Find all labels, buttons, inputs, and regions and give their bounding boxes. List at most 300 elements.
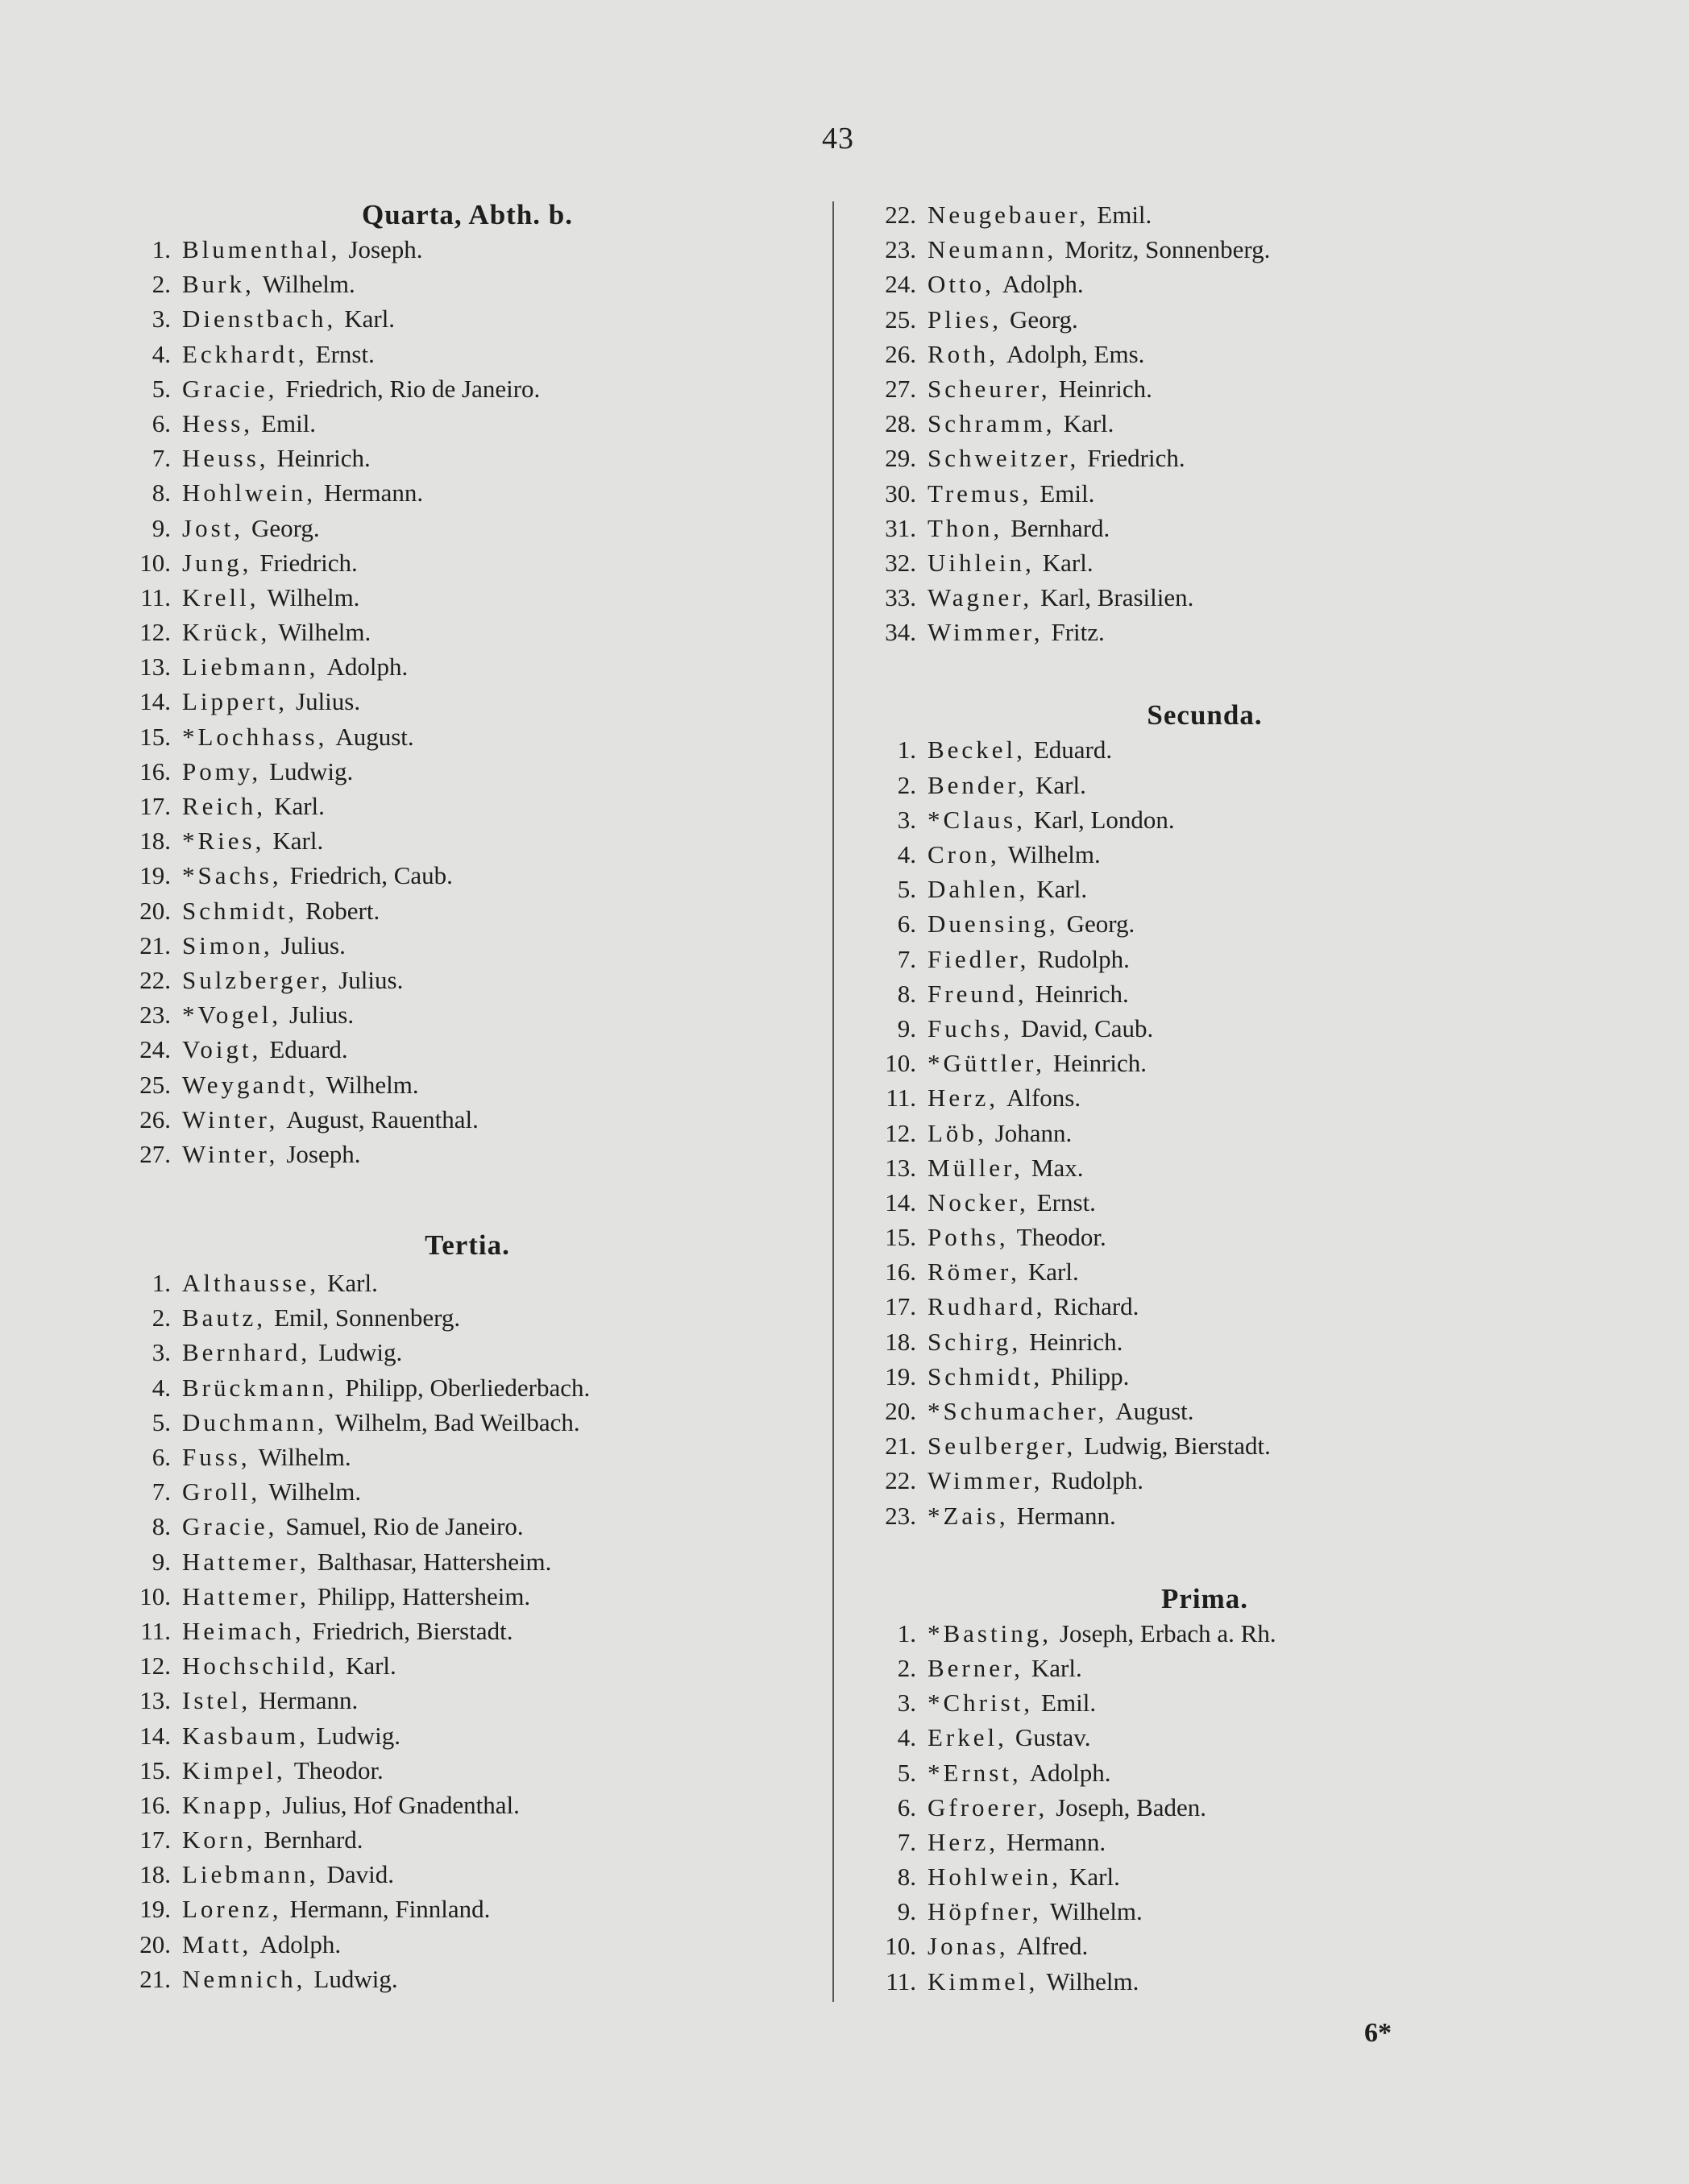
entry-details: Moritz, Sonnenberg. (1064, 235, 1271, 264)
list-item (858, 1289, 1406, 1324)
entry-number: 1. (897, 1618, 916, 1647)
list-item (113, 1753, 822, 1788)
entry-details: Adolph. (1029, 1758, 1111, 1787)
entry-details: Julius. (296, 687, 361, 716)
entry-details: Ernst. (1036, 1187, 1096, 1216)
section-title-prima: Prima. (1160, 1582, 1249, 1614)
entry-number: 27. (885, 374, 916, 403)
list-item (858, 197, 1406, 232)
entry-details: Friedrich, Rio de Janeiro. (285, 374, 541, 403)
list-item (858, 942, 1406, 976)
entry-details: Karl. (1036, 875, 1088, 904)
entry-number: 26. (885, 339, 916, 368)
entry-surname: Cron, (927, 840, 1000, 868)
entry-number: 17. (139, 792, 171, 820)
entry-details: Karl. (1069, 1863, 1120, 1892)
list-item (113, 406, 822, 441)
entry-details: Karl, London. (1033, 805, 1175, 834)
section-gap (858, 1533, 1406, 1581)
list-item (113, 1370, 822, 1405)
list-item (113, 1440, 822, 1474)
entry-number: 34. (885, 618, 916, 647)
entry-number: 26. (139, 1104, 171, 1133)
entry-details: Adolph. (259, 1929, 342, 1958)
entry-details: Wilhelm. (267, 582, 360, 611)
list-item (113, 1857, 822, 1892)
list-item (113, 1474, 822, 1509)
entry-surname: Hochschild, (182, 1651, 338, 1680)
entry-surname: Hohlwein, (927, 1863, 1062, 1892)
entry-surname: Duensing, (927, 910, 1059, 939)
entry-surname: *Christ, (927, 1689, 1034, 1718)
entry-surname: Weygandt, (182, 1070, 318, 1099)
entry-number: 16. (139, 756, 171, 785)
entry-surname: Blumenthal, (182, 235, 341, 263)
entry-details: Wilhelm. (258, 1443, 351, 1471)
entry-details: August, Rauenthal. (286, 1104, 479, 1133)
entry-number: 1. (897, 736, 916, 765)
entry-surname: Bautz, (182, 1303, 267, 1332)
entry-number: 7. (151, 1477, 171, 1506)
entry-details: Hermann. (259, 1686, 359, 1715)
entry-details: Friedrich, Caub. (289, 861, 453, 890)
entry-surname: Fuchs, (927, 1013, 1013, 1042)
entry-details: Georg. (1010, 305, 1078, 334)
entry-details: August. (1115, 1397, 1194, 1425)
entry-surname: Römer, (927, 1258, 1020, 1287)
list-item (113, 997, 822, 1032)
entry-details: Adolph, Ems. (1006, 339, 1145, 368)
entry-details: Georg. (1066, 910, 1135, 939)
entry-details: Hermann, Finnland. (289, 1895, 491, 1924)
entry-details: Karl, Brasilien. (1040, 583, 1194, 612)
entry-details: Samuel, Rio de Janeiro. (285, 1512, 524, 1541)
entry-surname: Gracie, (182, 1512, 278, 1541)
entry-number: 2. (151, 1303, 171, 1332)
entry-number: 3. (897, 805, 916, 834)
list-item (858, 371, 1406, 406)
list-item (113, 1509, 822, 1544)
list-item (858, 441, 1406, 475)
entry-number: 12. (885, 1118, 916, 1147)
section-prima (858, 1581, 1406, 1999)
entry-number: 8. (897, 979, 916, 1008)
list-item (858, 1859, 1406, 1894)
list-item (858, 1080, 1406, 1115)
entry-surname: Knapp, (182, 1790, 275, 1819)
entry-number: 5. (897, 1758, 916, 1787)
entry-details: Julius. (280, 930, 346, 959)
entry-surname: *Claus, (927, 805, 1026, 834)
entry-surname: Schirg, (927, 1327, 1022, 1356)
list-item (858, 732, 1406, 767)
entry-details: Ludwig. (316, 1721, 401, 1750)
entry-surname: Uihlein, (927, 548, 1035, 577)
list-item (113, 649, 822, 684)
section-title-quarta-b: Quarta, Abth. b. (361, 199, 574, 230)
entry-number: 18. (139, 1860, 171, 1889)
list-item (113, 1405, 822, 1440)
entry-surname: Otto, (927, 270, 994, 299)
entry-number: 13. (139, 1686, 171, 1715)
list-item (113, 441, 822, 475)
list-item (858, 837, 1406, 872)
entry-details: Philipp, Oberliederbach. (345, 1373, 591, 1402)
entry-surname: *Güttler, (927, 1049, 1045, 1078)
entry-details: Gustav. (1015, 1723, 1091, 1752)
entry-surname: Wimmer, (927, 618, 1044, 647)
entry-number: 15. (885, 1223, 916, 1252)
entry-number: 20. (139, 1929, 171, 1958)
entry-details: Georg. (251, 513, 320, 542)
list-item (858, 511, 1406, 545)
entry-number: 10. (139, 1581, 171, 1610)
entry-details: Joseph, Erbach a. Rh. (1059, 1618, 1276, 1647)
entry-details: Richard. (1053, 1292, 1139, 1321)
entry-number: 11. (140, 582, 171, 611)
list-item (113, 1892, 822, 1926)
entry-number: 7. (897, 1827, 916, 1856)
entry-number: 2. (897, 1653, 916, 1682)
list-item (858, 1220, 1406, 1254)
entry-surname: *Basting, (927, 1618, 1052, 1647)
entry-details: Friedrich. (1087, 444, 1185, 473)
list-item (858, 768, 1406, 802)
entry-surname: Heuss, (182, 444, 269, 473)
entry-surname: Lorenz, (182, 1895, 282, 1924)
entry-details: Karl. (1031, 1653, 1082, 1682)
entry-details: Heinrich. (1058, 374, 1152, 403)
entry-details: Julius, Hof Gnadenthal. (282, 1790, 520, 1819)
list-item (858, 1359, 1406, 1394)
entry-number: 6. (151, 1443, 171, 1471)
entry-details: Eduard. (1033, 736, 1113, 765)
list-item (113, 1102, 822, 1137)
list-item (113, 1137, 822, 1171)
entry-number: 11. (886, 1966, 916, 1995)
entry-surname: Hattemer, (182, 1547, 309, 1576)
entry-surname: Fiedler, (927, 944, 1030, 973)
entry-surname: Löb, (927, 1118, 987, 1147)
entry-details: Karl. (344, 305, 396, 334)
list-item (113, 1648, 822, 1683)
entry-details: Eduard. (269, 1035, 348, 1064)
entry-surname: Voigt, (182, 1035, 262, 1064)
entry-number: 29. (885, 444, 916, 473)
section-quarta-b (113, 197, 822, 1171)
entry-details: Wilhelm. (278, 618, 371, 647)
list-item (858, 1185, 1406, 1220)
entry-details: Rudolph. (1037, 944, 1130, 973)
entry-surname: Herz, (927, 1084, 998, 1113)
entry-number: 2. (151, 270, 171, 299)
entry-surname: Neumann, (927, 235, 1057, 264)
list-item (858, 615, 1406, 649)
list-item (113, 615, 822, 649)
entry-details: Ludwig. (318, 1338, 403, 1367)
entry-details: Wilhelm. (268, 1477, 362, 1506)
entry-number: 2. (897, 770, 916, 799)
entry-number: 23. (885, 1501, 916, 1530)
entry-number: 16. (139, 1790, 171, 1819)
entry-number: 15. (139, 1755, 171, 1784)
entry-surname: Beckel, (927, 736, 1026, 765)
entry-number: 18. (885, 1327, 916, 1356)
list-item (858, 302, 1406, 337)
list-item (113, 232, 822, 267)
entry-details: Bernhard. (264, 1826, 363, 1855)
list-item (113, 1614, 822, 1648)
name-list (858, 732, 1406, 1532)
list-item (858, 1720, 1406, 1755)
entry-details: Karl. (1035, 770, 1086, 799)
entry-surname: Lippert, (182, 687, 288, 716)
entry-number: 22. (885, 1466, 916, 1495)
entry-surname: Istel, (182, 1686, 251, 1715)
entry-surname: Hattemer, (182, 1581, 309, 1610)
list-item (113, 371, 822, 406)
entry-details: Joseph. (348, 235, 423, 263)
entry-number: 10. (885, 1932, 916, 1961)
entry-details: Alfred. (1016, 1932, 1089, 1961)
list-item (858, 1929, 1406, 1963)
entry-details: Robert. (305, 896, 380, 925)
list-item (113, 1822, 822, 1857)
entry-details: Heinrich. (1052, 1049, 1147, 1078)
list-item (858, 1825, 1406, 1859)
entry-number: 21. (885, 1432, 916, 1461)
entry-number: 28. (885, 409, 916, 438)
entry-surname: Simon, (182, 930, 273, 959)
entry-number: 13. (885, 1153, 916, 1182)
list-item (858, 1046, 1406, 1080)
entry-surname: Fuss, (182, 1443, 251, 1471)
entry-number: 33. (885, 583, 916, 612)
entry-surname: Bender, (927, 770, 1028, 799)
list-item (858, 1790, 1406, 1825)
list-item (858, 580, 1406, 615)
list-item (858, 1755, 1406, 1790)
entry-number: 25. (139, 1070, 171, 1099)
entry-number: 22. (885, 201, 916, 229)
entry-details: Balthasar, Hattersheim. (317, 1547, 552, 1576)
entry-number: 4. (151, 339, 171, 368)
entry-details: Karl. (272, 827, 324, 856)
list-item (858, 1011, 1406, 1046)
list-item (113, 1335, 822, 1370)
list-item (858, 1428, 1406, 1463)
entry-details: Philipp, Hattersheim. (317, 1581, 531, 1610)
entry-surname: Nocker, (927, 1187, 1029, 1216)
entry-surname: *Sachs, (182, 861, 282, 890)
entry-surname: Seulberger, (927, 1432, 1077, 1461)
entry-surname: Neugebauer, (927, 201, 1089, 229)
section-tertia (113, 1228, 822, 1996)
entry-details: Heinrich. (1035, 979, 1129, 1008)
entry-surname: Hess, (182, 408, 254, 437)
entry-surname: *Schumacher, (927, 1397, 1108, 1425)
entry-number: 21. (139, 930, 171, 959)
entry-number: 8. (151, 1512, 171, 1541)
entry-number: 31. (885, 513, 916, 542)
entry-details: Wilhelm. (1007, 840, 1101, 868)
entry-details: Emil. (261, 408, 317, 437)
entry-number: 12. (139, 1651, 171, 1680)
list-item (858, 406, 1406, 441)
entry-number: 1. (151, 235, 171, 263)
entry-number: 24. (885, 270, 916, 299)
entry-surname: Heimach, (182, 1616, 305, 1645)
entry-details: Johann. (994, 1118, 1073, 1147)
list-item (113, 511, 822, 545)
entry-details: Theodor. (293, 1755, 384, 1784)
list-item (113, 684, 822, 719)
entry-surname: *Ernst, (927, 1758, 1022, 1787)
entry-number: 9. (897, 1897, 916, 1926)
entry-surname: Winter, (182, 1139, 279, 1168)
list-item (113, 337, 822, 371)
entry-surname: Müller, (927, 1153, 1023, 1182)
page-number: 43 (822, 122, 854, 155)
right-column (858, 197, 1406, 1999)
entry-number: 8. (897, 1863, 916, 1892)
entry-number: 15. (139, 722, 171, 751)
entry-number: 5. (151, 374, 171, 403)
entry-surname: Erkel, (927, 1723, 1007, 1752)
entry-details: Wilhelm. (1049, 1897, 1143, 1926)
entry-details: Joseph. (286, 1139, 361, 1168)
entry-details: Emil. (1040, 479, 1095, 508)
entry-details: Hermann. (1016, 1501, 1116, 1530)
list-item (113, 823, 822, 858)
entry-surname: Pomy, (182, 756, 262, 785)
entry-number: 10. (139, 548, 171, 577)
list-item (858, 976, 1406, 1011)
name-list (858, 197, 1406, 649)
entry-details: Friedrich. (259, 548, 358, 577)
entry-surname: Höpfner, (927, 1897, 1042, 1926)
list-item (858, 1651, 1406, 1685)
entry-details: Karl. (1063, 409, 1114, 438)
entry-surname: Kasbaum, (182, 1721, 309, 1750)
entry-details: Wilhelm. (262, 270, 355, 299)
entry-surname: Scheurer, (927, 374, 1051, 403)
list-item (858, 1616, 1406, 1651)
entry-details: Ludwig. (313, 1964, 398, 1993)
list-item (113, 719, 822, 754)
list-item (858, 1894, 1406, 1929)
list-item (858, 267, 1406, 301)
entry-number: 23. (885, 235, 916, 264)
entry-number: 12. (139, 618, 171, 647)
entry-number: 25. (885, 305, 916, 334)
entry-surname: Poths, (927, 1223, 1009, 1252)
entry-number: 16. (885, 1258, 916, 1287)
entry-details: Joseph, Baden. (1056, 1792, 1207, 1821)
entry-details: Hermann. (324, 479, 424, 508)
entry-number: 6. (897, 910, 916, 939)
entry-details: Ludwig. (269, 756, 354, 785)
entry-surname: Liebmann, (182, 1860, 319, 1889)
entry-number: 3. (151, 305, 171, 334)
entry-surname: Freund, (927, 979, 1027, 1008)
entry-details: Heinrich. (276, 444, 371, 473)
entry-details: Karl. (1027, 1258, 1079, 1287)
list-item (858, 1394, 1406, 1428)
entry-number: 9. (151, 1547, 171, 1576)
list-item (113, 928, 822, 963)
list-item (858, 906, 1406, 941)
entry-surname: Burk, (182, 270, 255, 299)
section-title-secunda: Secunda. (1147, 699, 1263, 731)
list-item (113, 1266, 822, 1300)
entry-number: 18. (139, 827, 171, 856)
entry-surname: Thon, (927, 513, 1003, 542)
entry-number: 13. (139, 653, 171, 682)
entry-number: 8. (151, 479, 171, 508)
entry-number: 11. (140, 1616, 171, 1645)
entry-details: Julius. (289, 1001, 355, 1030)
list-item (858, 337, 1406, 371)
list-item (113, 545, 822, 580)
entry-surname: Sulzberger, (182, 965, 331, 994)
entry-details: Wilhelm. (1046, 1966, 1139, 1995)
list-item (113, 858, 822, 893)
list-item (113, 1683, 822, 1718)
entry-details: Friedrich, Bierstadt. (312, 1616, 513, 1645)
list-item (858, 1964, 1406, 1999)
entry-surname: Krück, (182, 618, 271, 647)
list-item (113, 963, 822, 997)
list-item (113, 789, 822, 823)
entry-number: 30. (885, 479, 916, 508)
entry-surname: Groll, (182, 1477, 261, 1506)
entry-surname: *Zais, (927, 1501, 1009, 1530)
left-column (113, 197, 822, 1996)
entry-details: Karl. (327, 1269, 378, 1298)
entry-number: 14. (139, 687, 171, 716)
entry-number: 4. (897, 1723, 916, 1752)
entry-surname: Gfroerer, (927, 1792, 1048, 1821)
entry-number: 5. (151, 1407, 171, 1436)
entry-surname: Jonas, (927, 1932, 1009, 1961)
entry-surname: Schmidt, (927, 1361, 1044, 1390)
entry-number: 32. (885, 548, 916, 577)
entry-surname: Herz, (927, 1827, 998, 1856)
entry-number: 7. (151, 444, 171, 473)
entry-surname: Nemnich, (182, 1964, 306, 1993)
entry-surname: Plies, (927, 305, 1002, 334)
entry-number: 10. (885, 1049, 916, 1078)
list-item (113, 1927, 822, 1962)
entry-number: 14. (139, 1721, 171, 1750)
entry-number: 3. (151, 1338, 171, 1367)
list-item (858, 232, 1406, 267)
entry-surname: *Lochhass, (182, 722, 328, 751)
entry-surname: Hohlwein, (182, 479, 317, 508)
entry-surname: Eckhardt, (182, 339, 308, 368)
entry-number: 19. (885, 1361, 916, 1390)
list-item (113, 1718, 822, 1753)
entry-surname: Bernhard, (182, 1338, 311, 1367)
entry-details: Emil. (1041, 1689, 1097, 1718)
entry-number: 4. (897, 840, 916, 868)
entry-details: Alfons. (1006, 1084, 1081, 1113)
entry-number: 27. (139, 1139, 171, 1168)
list-item (113, 267, 822, 301)
entry-surname: Schmidt, (182, 896, 298, 925)
entry-number: 14. (885, 1187, 916, 1216)
